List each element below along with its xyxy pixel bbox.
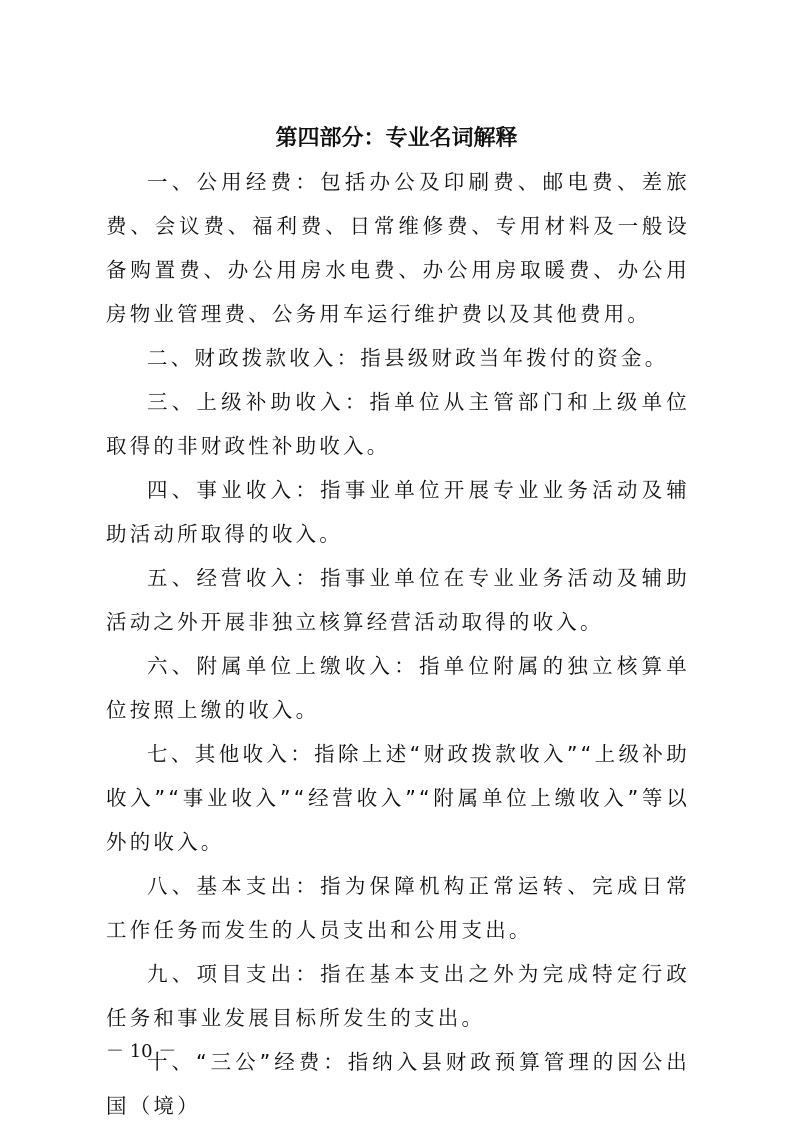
paragraph-business-income: 四、事业收入：指事业单位开展专业业务活动及辅助活动所取得的收入。 [106, 478, 690, 546]
paragraph-three-public-expenses: 十、“三公”经费：指纳入县财政预算管理的因公出国（境） [106, 1050, 690, 1118]
paragraph-other-income: 七、其他收入：指除上述“财政拨款收入”“上级补助收入”“事业收入”“经营收入”“附属单位上缴收入”等以外的收入。 [106, 742, 690, 854]
document-body [106, 160, 690, 1128]
paragraph-affiliated-unit-income: 六、附属单位上缴收入：指单位附属的独立核算单位按照上缴的收入。 [106, 654, 690, 722]
paragraph-superior-subsidy-income: 三、上级补助收入：指单位从主管部门和上级单位取得的非财政性补助收入。 [106, 390, 690, 458]
paragraph-fiscal-appropriation-income: 二、财政拨款收入：指县级财政当年拨付的资金。 [147, 346, 669, 370]
page-number: － 10 － [106, 1041, 177, 1062]
paragraph-operating-income: 五、经营收入：指事业单位在专业业务活动及辅助活动之外开展非独立核算经营活动取得的收入。 [106, 566, 690, 634]
paragraph-public-expenses: 一、公用经费：包括办公及印刷费、邮电费、差旅费、会议费、福利费、日常维修费、专用材料及一般设备购置费、办公用房水电费、办公用房取暖费、办公用房物业管理费、公务用车运行维护费以及其他费用。 [106, 170, 690, 326]
page-title: 第四部分：专业名词解释 [275, 125, 518, 151]
paragraph-basic-expenditure: 八、基本支出：指为保障机构正常运转、完成日常工作任务而发生的人员支出和公用支出。 [106, 874, 690, 942]
paragraph-project-expenditure: 九、项目支出：指在基本支出之外为完成特定行政任务和事业发展目标所发生的支出。 [106, 962, 690, 1030]
